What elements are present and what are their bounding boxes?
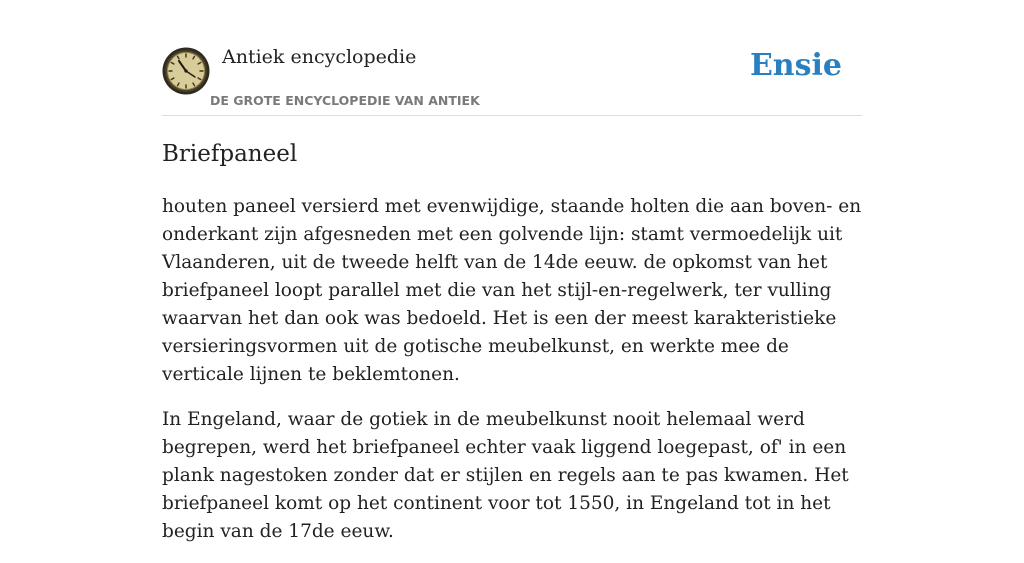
clock-icon[interactable] [162,47,210,95]
article-paragraph: In Engeland, waar de gotiek in de meubelkunst nooit helemaal werd begrepen, werd het briefpaneel echter vaak liggend loegepast, of' in een plank nagestoken zonder dat er stijlen en regels aan te pas kwamen. Het briefpaneel komt op het continent voor tot 1550, in Engeland tot in het begin van de 17de eeuw. [162,409,849,542]
site-header [162,44,862,116]
brand-logo[interactable]: Ensie [749,48,842,83]
article-body [162,193,862,563]
header-divider [162,115,862,116]
site-title[interactable]: Antiek encyclopedie [222,46,417,68]
article-title: Briefpaneel [162,141,298,167]
site-subtitle: DE GROTE ENCYCLOPEDIE VAN ANTIEK [210,93,480,108]
article-paragraph: houten paneel versierd met evenwijdige, staande holten die aan boven- en onderkant zijn afgesneden met een golvende lijn: stamt vermoedelijk uit Vlaanderen, uit de tweede helft van de 14de eeuw. de opkomst van het briefpaneel loopt parallel met die van het stijl-en-regelwerk, ter vulling waarvan het dan ook was bedoeld. Het is een der meest karakteristieke versieringsvormen uit de gotische meubelkunst, en werkte mee de verticale lijnen te beklemtonen. [162,196,862,385]
